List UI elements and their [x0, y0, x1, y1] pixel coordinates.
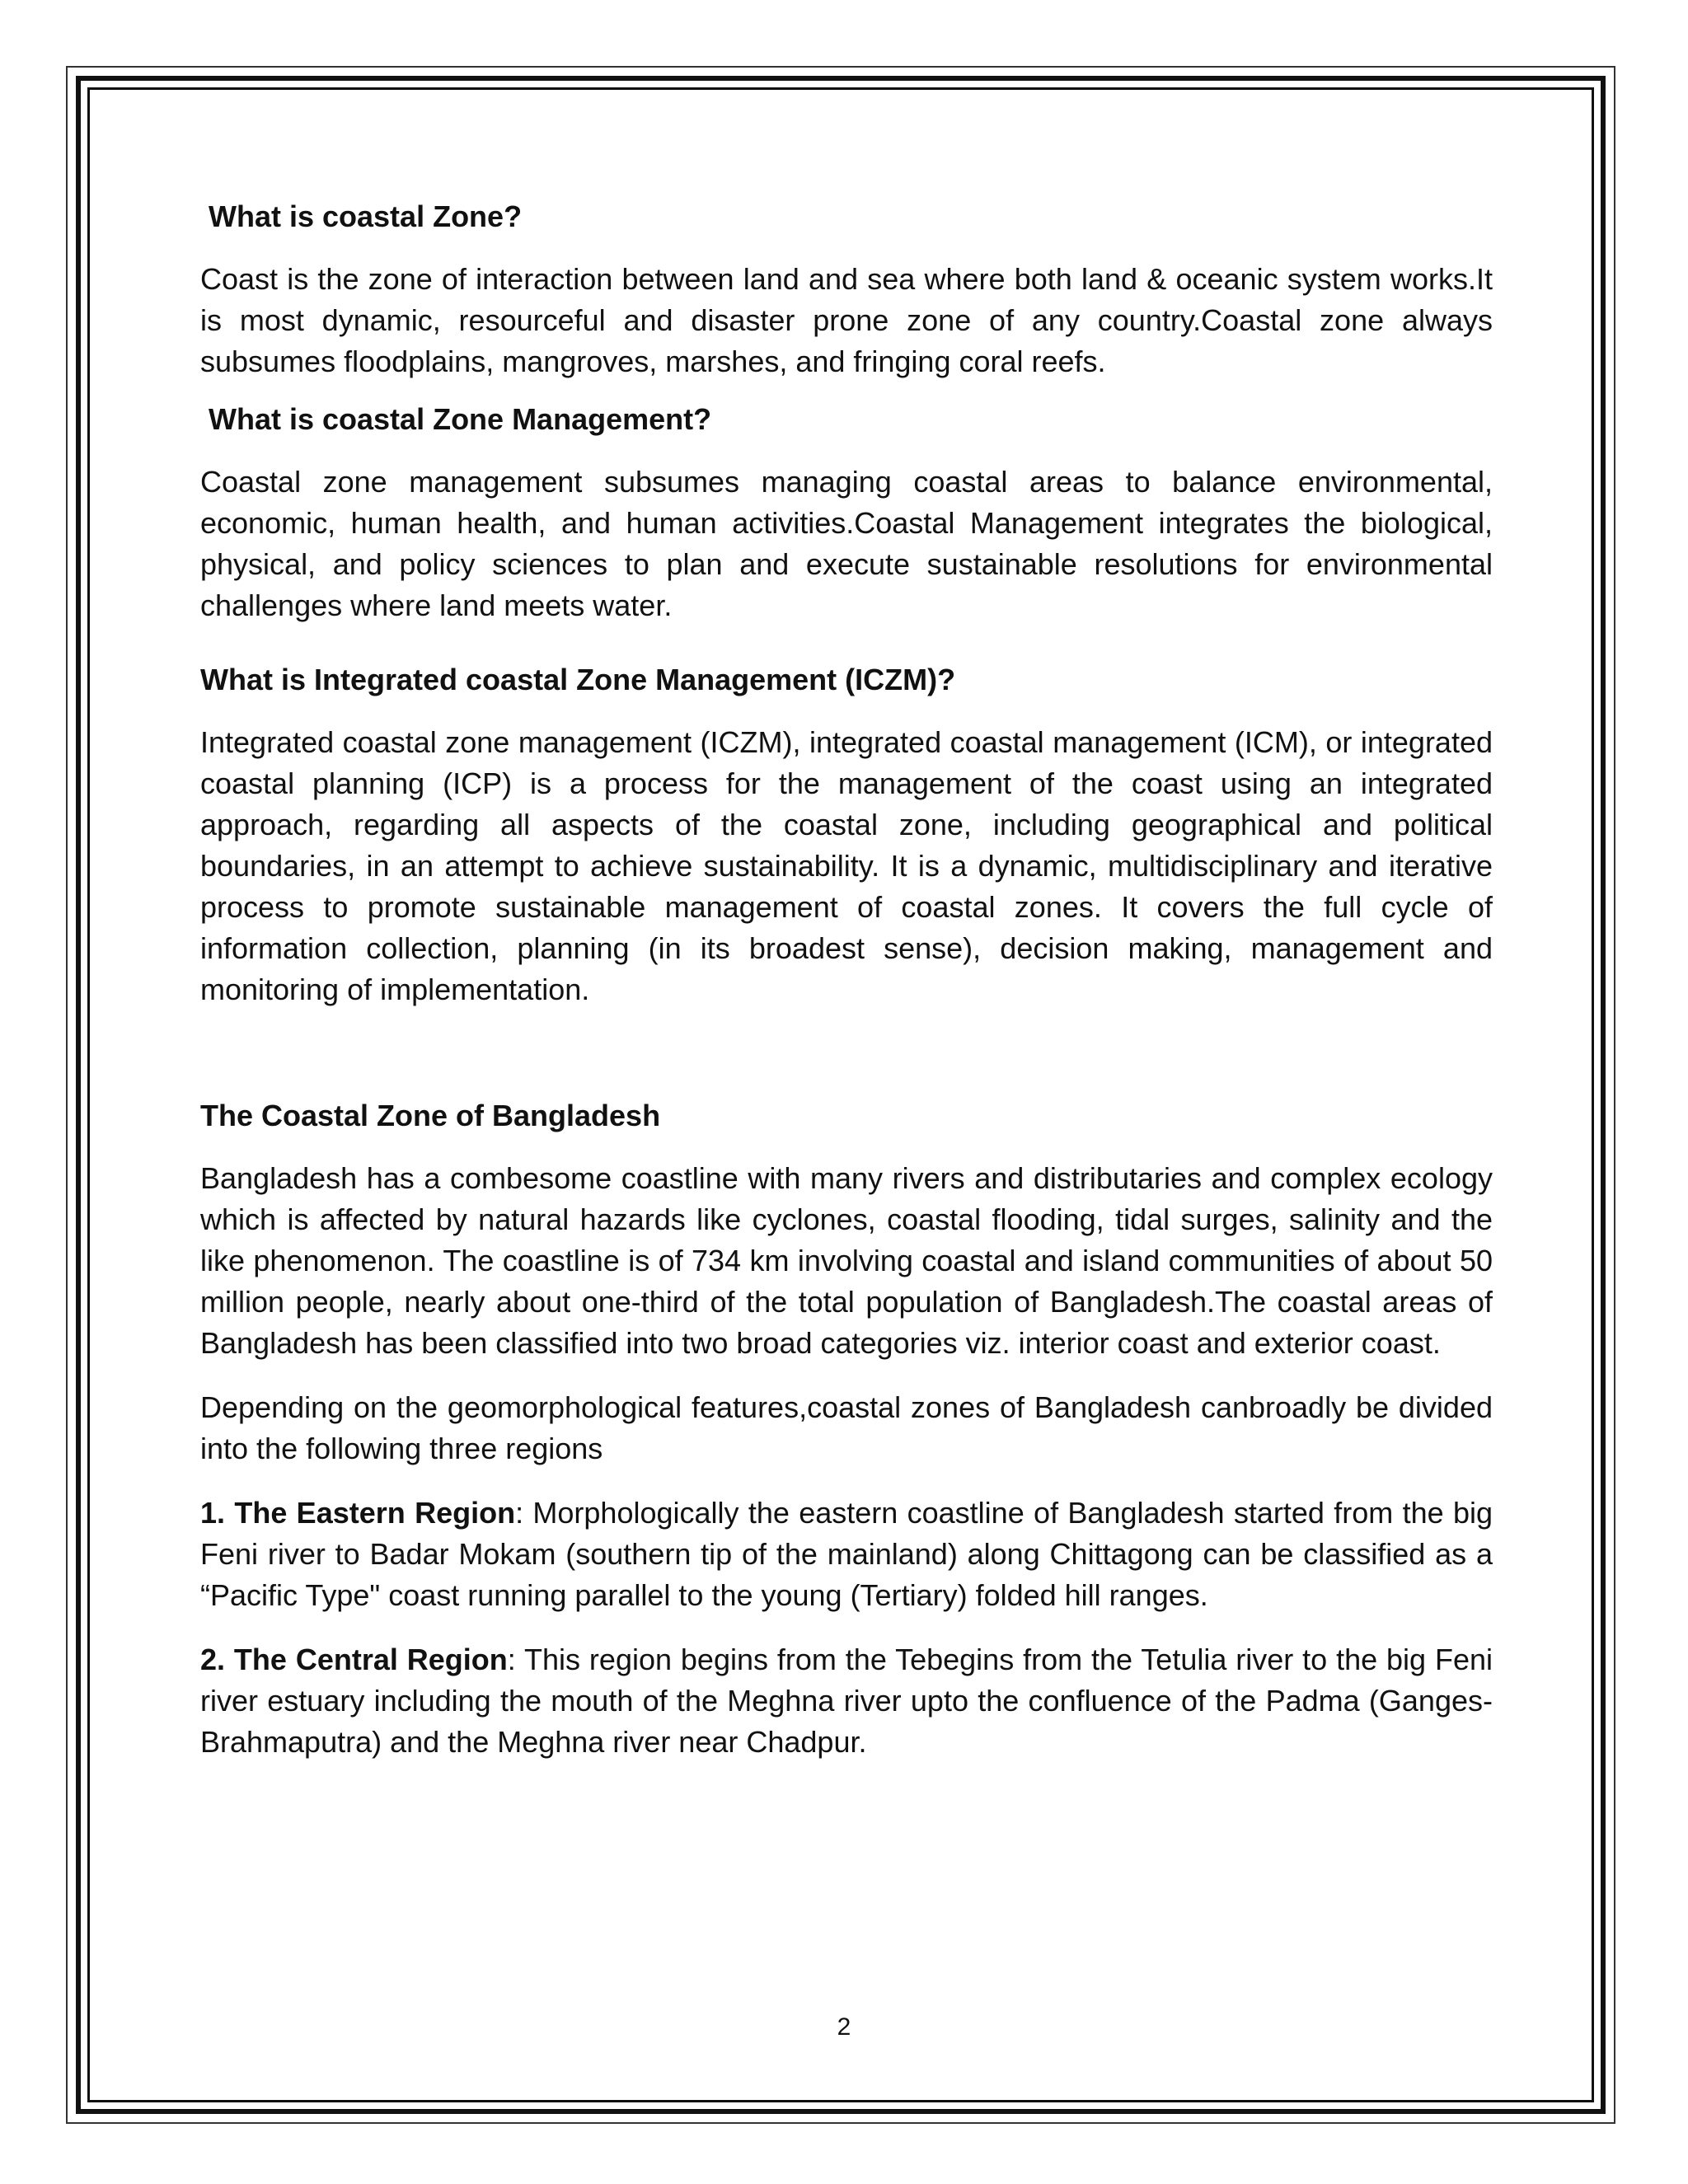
heading-coastal-zone-bangladesh: The Coastal Zone of Bangladesh — [200, 1099, 661, 1132]
list-item — [200, 1493, 1493, 1616]
region-description: : Morphologically the eastern coastline of Bangladesh started from the big Feni river to Badar Mokam (southern tip of the mainland) along Chittagong can be classified as a “Pacific Type" coast running parallel to the young (Tertiary) folded hill ranges. — [200, 1496, 1493, 1612]
paragraph-geomorphology: Depending on the geomorphological features,coastal zones of Bangladesh canbroadly be divided into the following three regions — [200, 1390, 1493, 1465]
heading-coastal-zone: What is coastal Zone? — [209, 199, 523, 233]
region-title: 1. The Eastern Region — [200, 1496, 516, 1530]
heading-coastal-zone-management: What is coastal Zone Management? — [209, 402, 712, 436]
paragraph-coastal-zone-management: Coastal zone management subsumes managing coastal areas to balance environmental, economic, human health, and human activities.Coastal Management integrates the biological, physical, and policy sciences to plan and execute sustainable resolutions for environmental challenges where land meets water. — [200, 465, 1493, 622]
paragraph-iczm: Integrated coastal zone management (ICZM), integrated coastal management (ICM), or integrated coastal planning (ICP) is a process for the management of the coast using an integrated approach, regarding all aspects of the coastal zone, including geographical and political boundaries, in an attempt to achieve sustainability. It is a dynamic, multidisciplinary and iterative process to promote sustainable management of coastal zones. It covers the full cycle of information collection, planning (in its broadest sense), decision making, management and monitoring of implementation. — [200, 725, 1493, 1006]
heading-iczm: What is Integrated coastal Zone Management (ICZM)? — [200, 663, 956, 696]
region-description: : This region begins from the Tebegins from the Tetulia river to the big Feni river estuary including the mouth of the Meghna river upto the confluence of the Padma (Ganges- Brahmaputra) and the Meghna river near Chadpur. — [200, 1643, 1493, 1759]
paragraph-coastal-zone: Coast is the zone of interaction between land and sea where both land & oceanic system works.It is most dynamic, resourceful and disaster prone zone of any country.Coastal zone always subsumes floodplains, mangroves, marshes, and fringing coral reefs. — [200, 262, 1493, 378]
page-content — [200, 196, 1493, 1763]
list-item — [200, 1639, 1493, 1763]
region-title: 2. The Central Region — [200, 1643, 508, 1676]
paragraph-bangladesh-coastline: Bangladesh has a combesome coastline with many rivers and distributaries and complex ecology which is affected by natural hazards like cyclones, coastal flooding, tidal surges, salinity and the like phenomenon. The coastline is of 734 km involving coastal and island communities of about 50 million people, nearly about one-third of the total population of Bangladesh.The coastal areas of Bangladesh has been classified into two broad categories viz. interior coast and exterior coast. — [200, 1161, 1493, 1360]
page-number: 2 — [837, 2013, 851, 2041]
